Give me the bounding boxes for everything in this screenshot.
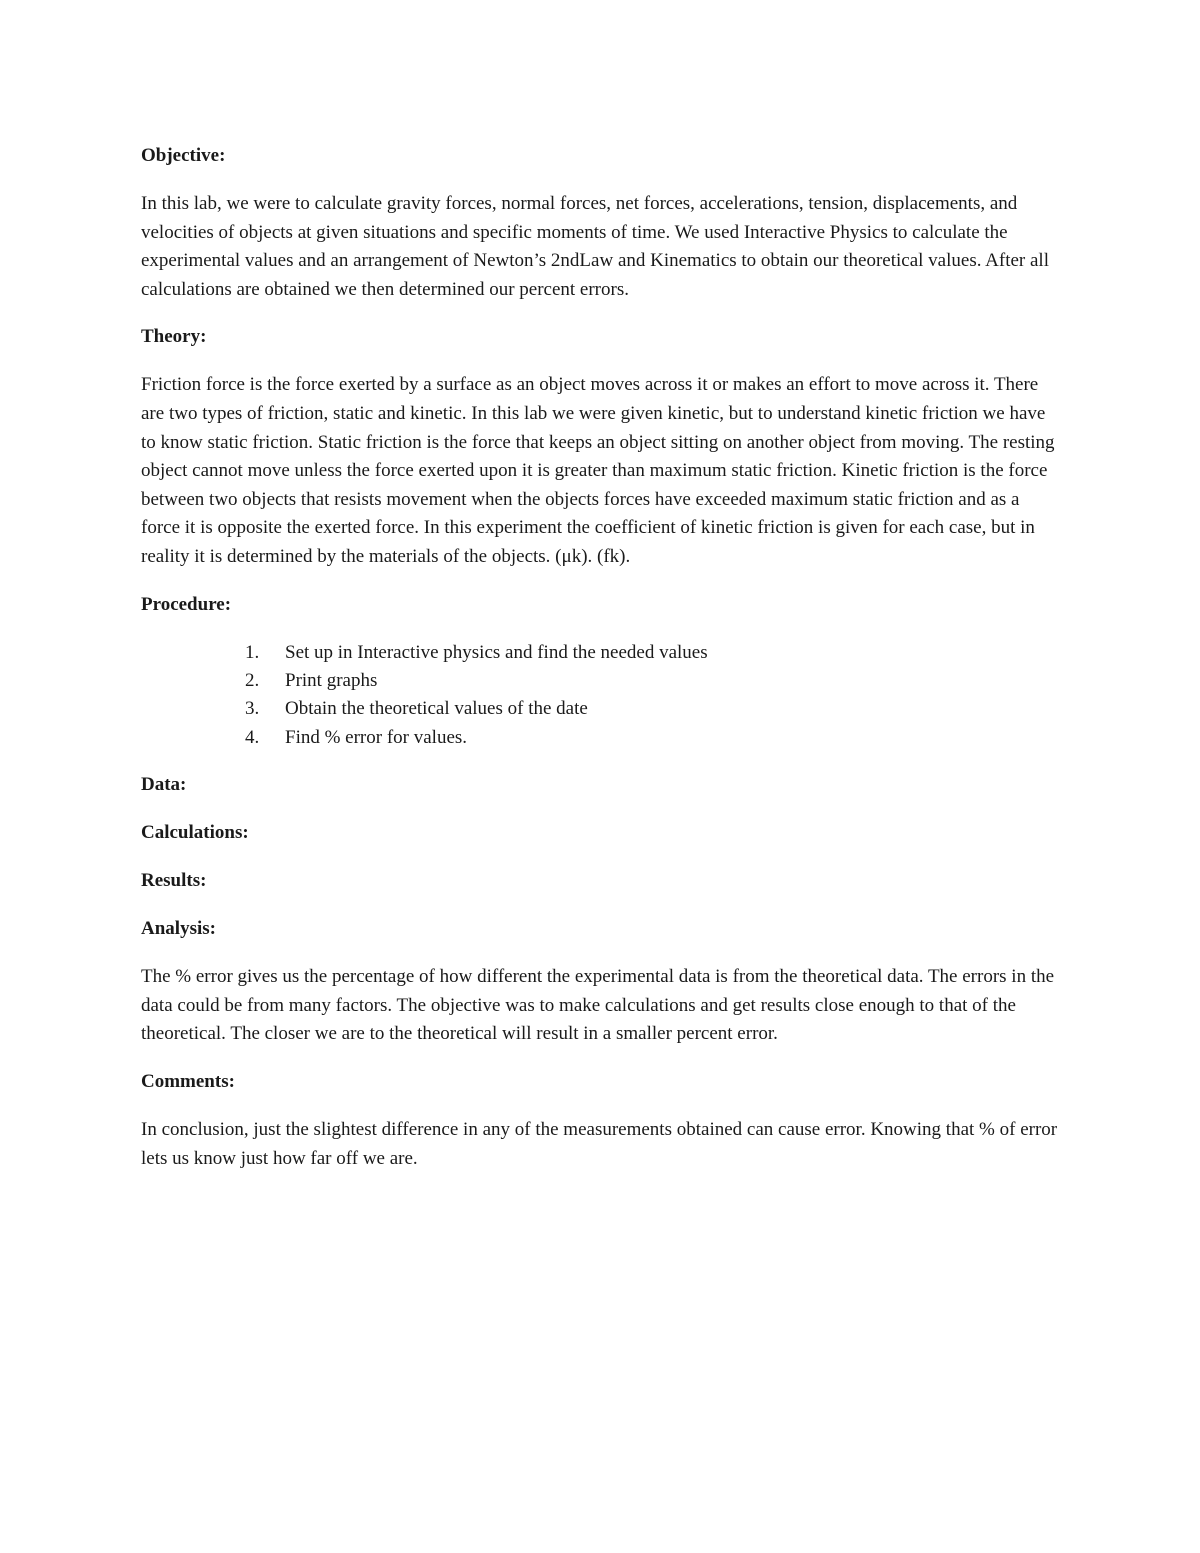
results-heading: Results: (141, 870, 207, 892)
document-page (141, 142, 1061, 1192)
comments-paragraph: In conclusion, just the slightest difference in any of the measurements obtained can cause error. Knowing that % of error lets us know just how far off we are. (141, 1118, 1058, 1169)
analysis-heading: Analysis: (141, 918, 216, 940)
theory-paragraph: Friction force is the force exerted by a surface as an object moves across it or makes an effort to move across it. There are two types of friction, static and kinetic. In this lab we were given kinetic, but to understand kinetic friction we have to know static friction. Static friction is the force that keeps an object sitting on another object from moving. The resting object cannot move unless the force exerted upon it is greater than maximum static friction. Kinetic friction is the force between two objects that resists movement when the objects forces have exceeded maximum static friction and as a force it is opposite the exerted force. In this experiment the coefficient of kinetic friction is given for each case, but in reality it is determined by the materials of the objects. (μk). (fk). (141, 374, 1055, 567)
procedure-step (243, 695, 1061, 723)
data-heading: Data: (141, 774, 187, 796)
calculations-heading: Calculations: (141, 822, 249, 844)
step-number: 1. (245, 641, 260, 663)
step-text: Set up in Interactive physics and find the needed values (285, 641, 708, 663)
step-text: Find % error for values. (285, 726, 468, 748)
procedure-list (141, 639, 1061, 753)
procedure-step (243, 639, 1061, 667)
step-text: Obtain the theoretical values of the date (285, 698, 588, 720)
comments-heading: Comments: (141, 1070, 235, 1092)
procedure-heading: Procedure: (141, 593, 232, 615)
procedure-step (243, 667, 1061, 695)
step-text: Print graphs (285, 669, 378, 691)
procedure-step (243, 724, 1061, 752)
step-number: 2. (245, 669, 260, 691)
step-number: 3. (245, 698, 260, 720)
theory-heading: Theory: (141, 326, 207, 348)
objective-heading: Objective: (141, 145, 226, 166)
objective-paragraph: In this lab, we were to calculate gravity forces, normal forces, net forces, accelerations, tension, displacements, and velocities of objects at given situations and specific moments of time. We used Interactive Physics to calculate the experimental values and an arrangement of Newton’s 2ndLaw and Kinematics to obtain our theoretical values. After all calculations are obtained we then determined our percent errors. (141, 193, 1049, 300)
analysis-paragraph: The % error gives us the percentage of how different the experimental data is from the theoretical data. The errors in the data could be from many factors. The objective was to make calculations and get results close enough to that of the theoretical. The closer we are to the theoretical will result in a smaller percent error. (141, 966, 1055, 1045)
step-number: 4. (245, 726, 260, 748)
